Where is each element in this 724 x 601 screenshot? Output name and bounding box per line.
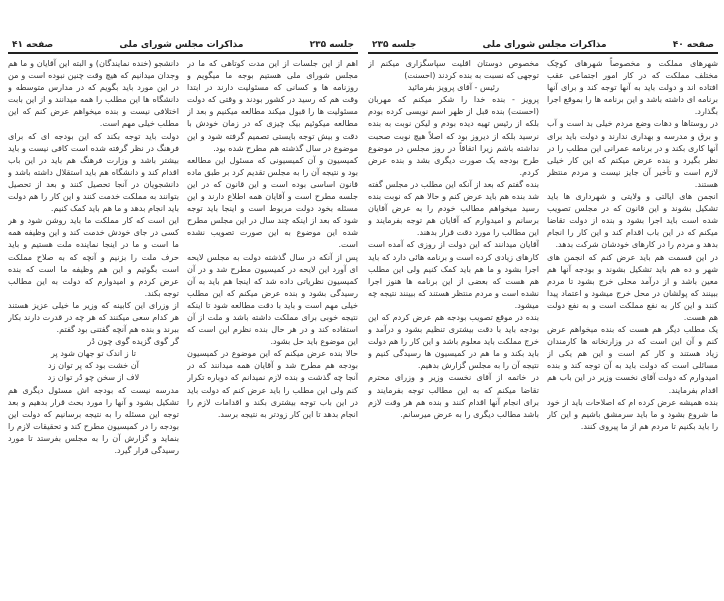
- text-column: [547, 57, 718, 597]
- paragraph: پس از آنکه در سال گذشته دولت به مجلس لایحه ای آورد این لایحه در کمیسیون مطرح شد و در آن کمیسیون نظریاتی داده شد که اینجا هم باید به آن رسیدگی بشود و بنده عرض میکنم که این مطلب خیلی مهم است و باید با دقت مطالعه شود تا اینکه نتیجه خوبی برای مملکت داشته باشد و ملت از آن استفاده کند و در هر حال بنده نظرم این است که این موضوع باید حل بشود.: [187, 251, 358, 347]
- paragraph: بنده در موقع تصویب بودجه هم عرض کردم که این بودجه باید با دقت بیشتری تنظیم بشود و درآمد و خرج مملکت باید معلوم باشد و این کار را هم دولت باید بکند و ما هم در کمیسیون ها رسیدگی کنیم و نتیجه آن را به مجلس گزارش بدهیم.: [368, 311, 539, 371]
- right-page: [368, 38, 718, 598]
- paragraph: دولت باید توجه بکند که این بودجه ای که برای فرهنگ در نظر گرفته شده است کافی نیست و باید بیشتر باشد و وزارت فرهنگ هم باید در این باب اقدام کند و دانشگاه هم باید استقلال داشته باشد و دانشجویان در آنجا تحصیل کنند و بعد از تحصیل بتوانند به مملکت خدمت کنند و این کار را هم دولت باید انجام بدهد و ما هم باید کمک کنیم.: [8, 130, 179, 214]
- paragraph: بنده همیشه عرض کرده ام که اصلاحات باید از خود ما شروع بشود و ما باید سرمشق باشیم و این کار را باید بکنیم تا مردم هم از ما پیروی کنند.: [547, 396, 718, 431]
- page-number: صفحه ۴۱: [12, 40, 54, 50]
- text-column: [187, 57, 358, 597]
- paragraph: مخصوص دوستان اقلیت سپاسگزاری میکنم از توجهی که نسبت به بنده کردند (احسنت): [368, 58, 539, 81]
- page-header: [8, 38, 358, 54]
- paragraph: مدرسه نیست که بودجه اش مسئول دیگری هم تشکیل بشود و آنها را مورد بحث قرار بدهیم و بعد توجه این مسئله را به نتیجه برسانیم که دولت این بودجه را در کمیسیون مطرح کند و تحقیقات لازم را بنماید و گزارش آن را به مجلس بفرستد تا مورد رسیدگی قرار گیرد.: [8, 384, 179, 455]
- paragraph: دانشجو (خنده نمایندگان) و البته این آقایان و ما هم وجدان میدانیم که هیچ وقت چنین نبوده است و من در این مورد باید بگویم که در مدارس متوسطه و دانشگاه ها این مطلب را همه میدانند و از این بابت اختلافی نیست و بنده میخواهم عرض کنم که این مطلب خیلی مهم است.: [8, 58, 179, 129]
- left-page: [8, 38, 358, 598]
- paragraph: یک مطلب دیگر هم هست که بنده میخواهم عرض کنم و آن این است که در وزارتخانه ها کارمندان زیاد هستند و کار کم است و این هم یکی از مسائلی است که دولت باید به آن توجه کند و بنده امیدوارم که دولت آقای نخست وزیر در این باب هم اقدام بفرمایند.: [547, 324, 718, 395]
- page-number: صفحه ۴۰: [672, 40, 714, 50]
- text-column: [368, 57, 539, 597]
- header-title: مذاکرات مجلس شورای ملی: [482, 40, 607, 50]
- centered-line: تا ز اندک تو جهان شود پر: [51, 348, 136, 359]
- paragraph: از وزرای این کابینه که وزیر ما خیلی عزیز هستند هر کدام سعی میکنند که هر چه در قدرت دارند بکار ببرند و بنده هم آنچه گفتنی بود گفتم.: [8, 299, 179, 335]
- paragraph: اهم از این جلسات از این مدت کوتاهی که ما در مجلس شورای ملی هستیم بوجه ما میگویم و روزنامه ها و کسانی که مسئولیت دارند در ابتدا وقت هم که رسید در کشور بودند و وقتی که دولت مسئولیت ها را قبول میکند مطالعه میکنیم و بعد از مطالعه میکوئیم بیک چیزی که در زمان خودش با دقت و بیش توجه بایستی تصمیم گرفته شود و این موضوع در سال گذشته هم مطرح شده بود.: [187, 58, 358, 153]
- paragraph: این است که کار مملکت ما باید روشن شود و هر کسی در جای خودش خدمت کند و این وظیفه همه ما است و ما در اینجا نماینده ملت هستیم و باید حرف ملت را بزنیم و آنچه که به صلاح مملکت است بگوئیم و این هم وظیفه ما است که بنده عرض کردم و امیدوارم که دولت به این مطالب توجه بکند.: [8, 215, 179, 298]
- page-header: [368, 38, 718, 54]
- centered-line: آن خشت بود که پر توان زد: [48, 360, 139, 371]
- paragraph: در روستاها و دهات وضع مردم خیلی بد است و آب و برق و مدرسه و بهداری ندارند و دولت باید برای آنها کاری بکند و در برنامه عمرانی این مطلب را در نظر بگیرد و بنده عرض میکنم که این کار خیلی لازم است و تأخیر آن جایز نیست و مردم منتظر هستند.: [547, 118, 718, 189]
- paragraph: گر گوی گزیده گوی چون دُر: [87, 336, 179, 347]
- header-title: مذاکرات مجلس شورای ملی: [119, 40, 244, 50]
- paragraph: شهرهای مملکت و مخصوصاً شهرهای کوچک مختلف مملکت که در کار امور اجتماعی عقب افتاده اند و دولت باید به آنها توجه کند و برای آنها برنامه ای داشته باشد و این برنامه ها را بموقع اجرا بگذارد.: [547, 58, 718, 117]
- paragraph: حالا بنده عرض میکنم که این موضوع در کمیسیون بودجه هم مطرح شد و آقایان همه میدانند که در آنجا چه گذشت و بنده لازم نمیدانم که دوباره تکرار کنم ولی این مطلب را باید عرض کنم که دولت باید در این باب توجه بیشتری بکند و اقدامات لازم را انجام بدهد تا این کار زودتر به نتیجه برسد.: [187, 348, 358, 419]
- text-column: [8, 57, 179, 597]
- session-number: جلسه ۲۳۵: [309, 40, 354, 50]
- paragraph: پرویز - بنده خدا را شکر میکنم که مهربان (احسنت) بنده قبل از ظهر اسم نویسی کرده بودم بلکه از رئیس تهیه دیده بودم و لیکن نوبت به بنده نرسید بلکه از دیروز بود که اصلاً هیچ نوبت صحبت نداشته باشم زیرا اتفاقاً در روز مجلس در موضوع طرح بودجه یک صورت دیگری بشد و بنده عرض کردم.: [368, 94, 539, 177]
- centered-line: لاف از سخن چو دُر توان زد: [47, 372, 140, 383]
- paragraph: بنده گفتم که بعد از آنکه این مطلب در مجلس گفته شد بنده هم باید عرض کنم و حالا هم که نوبت بنده رسید میخواهم مطالب خودم را به عرض آقایان برسانم و امیدوارم که آقایان هم توجه بفرمایند و این مطالب را مورد دقت قرار بدهند.: [368, 178, 539, 238]
- paragraph: انجمن های ایالتی و ولایتی و شهرداری ها باید تشکیل بشوند و این قانون که در مجلس تصویب شده است باید اجرا بشود و بنده از دولت تقاضا میکنم که در این باب اقدام کند و این کار را انجام بدهد و مردم را در کارهای خودشان شرکت بدهد.: [547, 191, 718, 250]
- centered-line: رئیس - آقای پرویز بفرمائید: [408, 82, 499, 93]
- paragraph: کمیسیون و آن کمیسیونی که مسئول این مطالعه بود و نتیجه آن را به مجلس تقدیم کرد بر طبق ماده قانون اساسی بوده است و این قانون که در این جلسه مطرح است و آقایان همه اطلاع دارند و این مسئله بخود دولت مربوط است و اینجا باید توجه شود که بعد از اینکه چند سال در این مجلس مطرح شده این موضوع به این صورت تصویب نشده است.: [187, 154, 358, 250]
- paragraph: در این قسمت هم باید عرض کنم که انجمن های شهر و ده هم باید تشکیل بشوند و بودجه آنها هم معین باشد و از درآمد محلی خرج بشود تا مردم ببینند که پولشان در محل خرج میشود و اعتماد پیدا کنند و این کار به نفع مملکت است و به نفع دولت هم هست.: [547, 251, 718, 322]
- paragraph: در خاتمه از آقای نخست وزیر و وزرای محترم تقاضا میکنم که به این مطالب توجه بفرمایند و برای انجام آنها اقدام کنند و بنده هم هر وقت لازم باشد مطالب دیگری را به عرض میرسانم.: [368, 372, 539, 419]
- session-number: جلسه ۲۳۵: [372, 40, 417, 50]
- paragraph: آقایان میدانند که این دولت از روزی که آمده است کارهای زیادی کرده است و برنامه هائی دارد که باید اجرا بشود و ما هم باید کمک کنیم ولی این مطلب هم هست که بعضی از این برنامه ها هنوز اجرا نشده است و مردم منتظر هستند که ببینند نتیجه چه میشود.: [368, 239, 539, 310]
